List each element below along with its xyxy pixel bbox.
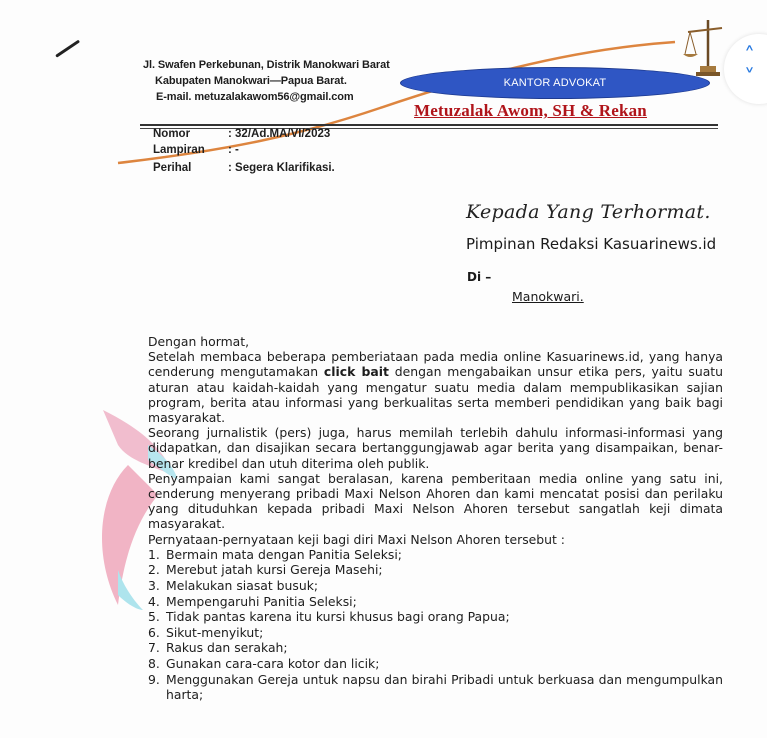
paragraph-1-text-cont: dengan mengabaikan unsur etika pers, yaitu suatu aturan atau kaidah-kaidah yang mengatur suatu media dalam mempublikasikan sajian program, berita atau informasi yang berkualitas serta memberi pendidikan yang baik bagi masyarakat. [148,364,724,426]
list-text: Menggunakan Gereja untuk napsu dan birahi Pribadi untuk berkuasa dan mengumpulkan harta; [166,671,723,703]
list-item [148,640,723,656]
chevron-up-icon[interactable]: ˄ [744,44,755,69]
list-number: 2. [148,562,160,578]
meta-label: Perihal [153,162,192,174]
email-line: E-mail. metuzalakawom56@gmail.com [156,91,354,103]
paragraph-1-text: Setelah membaca beberapa pemberiataan pada media online Kasuarinews.id, yang hanya cenderung mengutamakan [148,349,723,380]
list-text: Mempengaruhi Panitia Seleksi; [166,593,357,609]
list-item [148,562,723,578]
letterhead-rule [140,124,718,126]
meta-value: : - [228,144,239,156]
meta-perihal [153,162,335,174]
recipient-salutation: Kepada Yang Terhormat. [466,201,711,223]
list-number: 1. [148,546,160,562]
list-number: 5. [148,609,160,625]
list-number: 4. [148,593,160,609]
list-text: Melakukan siasat busuk; [166,578,319,594]
list-number: 9. [148,671,160,687]
recipient-city: Manokwari. [512,289,584,304]
list-text: Rakus dan serakah; [166,640,288,656]
scales-of-justice-icon [682,18,726,80]
greeting: Dengan hormat, [148,334,250,349]
paragraph-1 [148,349,723,425]
list-text: Sikut-menyikut; [166,624,264,640]
list-number: 6. [148,624,160,640]
office-banner [400,67,710,99]
list-item [148,547,723,563]
list-item [148,578,723,594]
meta-lampiran [153,144,239,156]
firm-name: Metuzalak Awom, SH & Rekan [414,101,647,120]
list-item [148,672,723,703]
list-text: Gunakan cara-cara kotor dan licik; [166,656,380,671]
letterhead-swoosh [0,0,767,200]
address-line-1: Jl. Swafen Perkebunan, Distrik Manokwari Barat [143,59,390,71]
meta-label: Lampiran [153,144,205,156]
office-banner-text: KANTOR ADVOKAT [503,77,607,89]
chevron-down-icon[interactable]: ˅ [744,66,755,91]
paragraph-2: Seorang jurnalistik (pers) juga, harus memilah terlebih dahulu informasi-informasi yang didapatkan, dan disajikan secara bertanggungjawab agar berita yang disampaikan, benar-benar kredibel dan utuh diterima oleh publik. [148,425,723,471]
list-text: Bermain mata dengan Panitia Seleksi; [166,546,402,562]
list-text: Tidak pantas karena itu kursi khusus bagi orang Papua; [166,609,510,625]
list-number: 3. [148,578,160,594]
accusation-list [148,547,723,703]
list-number: 8. [148,656,160,671]
meta-value: : 32/Ad.MA/VI/2023 [228,128,331,140]
paragraph-3: Penyampaian kami sangat beralasan, karena pemberitaan media online yang satu ini, cenderung menyerang pribadi Maxi Nelson Ahoren dan kami mencatat posisi dan perilaku yang dituduhkan kepada pribadi Maxi Nelson Ahoren tersebut sangatlah keji dimata masyarakat. [148,470,723,532]
meta-nomor [153,128,330,140]
meta-value: : Segera Klarifikasi. [228,162,335,174]
click-bait-emphasis: click bait [323,364,389,380]
list-item [148,656,723,672]
list-intro: Pernyataan-pernyataan keji bagi diri Maxi Nelson Ahoren tersebut : [148,531,565,547]
letter-body [148,334,723,703]
recipient-di: Di – [467,270,492,284]
list-item [148,609,723,625]
recipient-name: Pimpinan Redaksi Kasuarinews.id [466,235,717,253]
list-item [148,594,723,610]
list-text: Merebut jatah kursi Gereja Masehi; [166,562,383,578]
list-number: 7. [148,640,160,656]
meta-label: Nomor [153,128,191,140]
address-line-2: Kabupaten Manokwari—Papua Barat. [155,75,347,87]
list-item [148,625,723,641]
